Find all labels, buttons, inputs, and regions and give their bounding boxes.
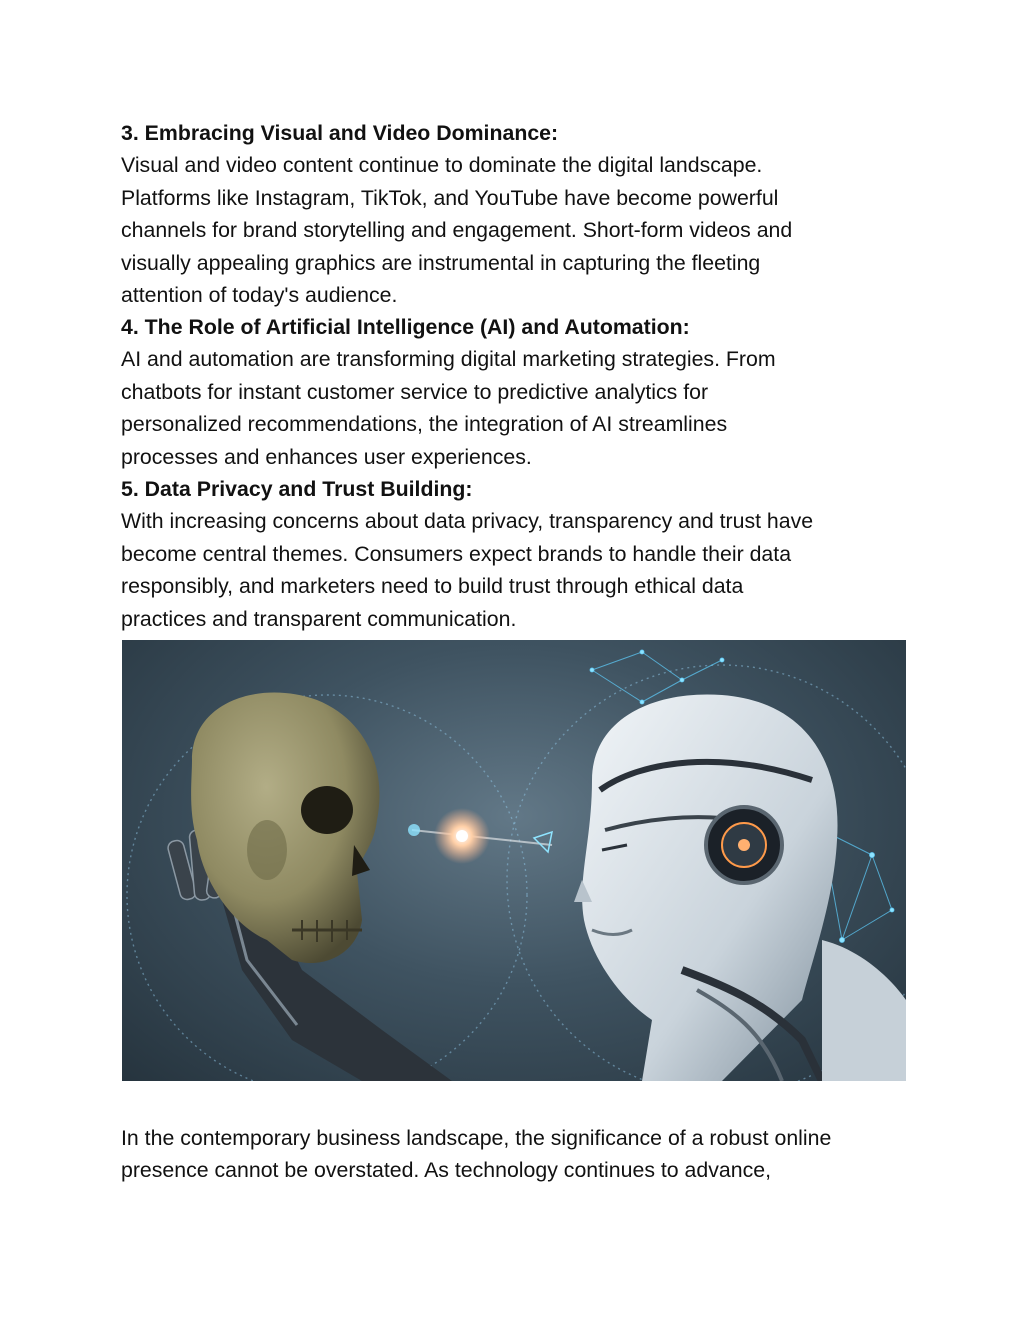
lens-flare-core — [456, 830, 468, 842]
section-body-line: attention of today's audience. — [121, 283, 398, 308]
skull-robot-illustration — [122, 640, 906, 1081]
section-body-line: channels for brand storytelling and engagement. Short-form videos and — [121, 218, 793, 243]
skull — [191, 693, 379, 964]
closing-paragraph — [121, 1122, 921, 1187]
section-body-line: With increasing concerns about data privacy, transparency and trust have — [121, 509, 814, 534]
section-body-line: AI and automation are transforming digital marketing strategies. From — [121, 347, 776, 372]
section-body-line: chatbots for instant customer service to predictive analytics for — [121, 379, 709, 404]
glow-dot-left — [408, 824, 420, 836]
section-visual-video — [121, 117, 911, 311]
section-ai-automation — [121, 311, 911, 473]
section-heading: 5. Data Privacy and Trust Building: — [121, 477, 473, 501]
closing-line: In the contemporary business landscape, the significance of a robust online — [121, 1126, 832, 1150]
section-body-line: Visual and video content continue to dominate the digital landscape. — [121, 153, 763, 178]
section-body-line: responsibly, and marketers need to build trust through ethical data — [121, 574, 744, 599]
section-body-line: visually appealing graphics are instrumental in capturing the fleeting — [121, 250, 761, 275]
section-data-privacy — [121, 473, 911, 635]
glow-marker-right — [534, 832, 552, 852]
section-body-line: processes and enhances user experiences. — [121, 444, 532, 469]
illustration-svg — [122, 640, 906, 1081]
section-body-line: personalized recommendations, the integration of AI streamlines — [121, 412, 728, 437]
robot-head — [574, 694, 906, 1081]
closing-line: presence cannot be overstated. As technology continues to advance, — [121, 1158, 771, 1183]
section-body-line: Platforms like Instagram, TikTok, and YouTube have become powerful — [121, 185, 779, 210]
section-body-line: practices and transparent communication. — [121, 606, 517, 631]
section-body-line: become central themes. Consumers expect brands to handle their data — [121, 541, 792, 566]
section-heading: 4. The Role of Artificial Intelligence (AI) and Automation: — [121, 315, 690, 339]
section-heading: 3. Embracing Visual and Video Dominance: — [121, 121, 559, 145]
robot-shoulder — [822, 940, 906, 1081]
